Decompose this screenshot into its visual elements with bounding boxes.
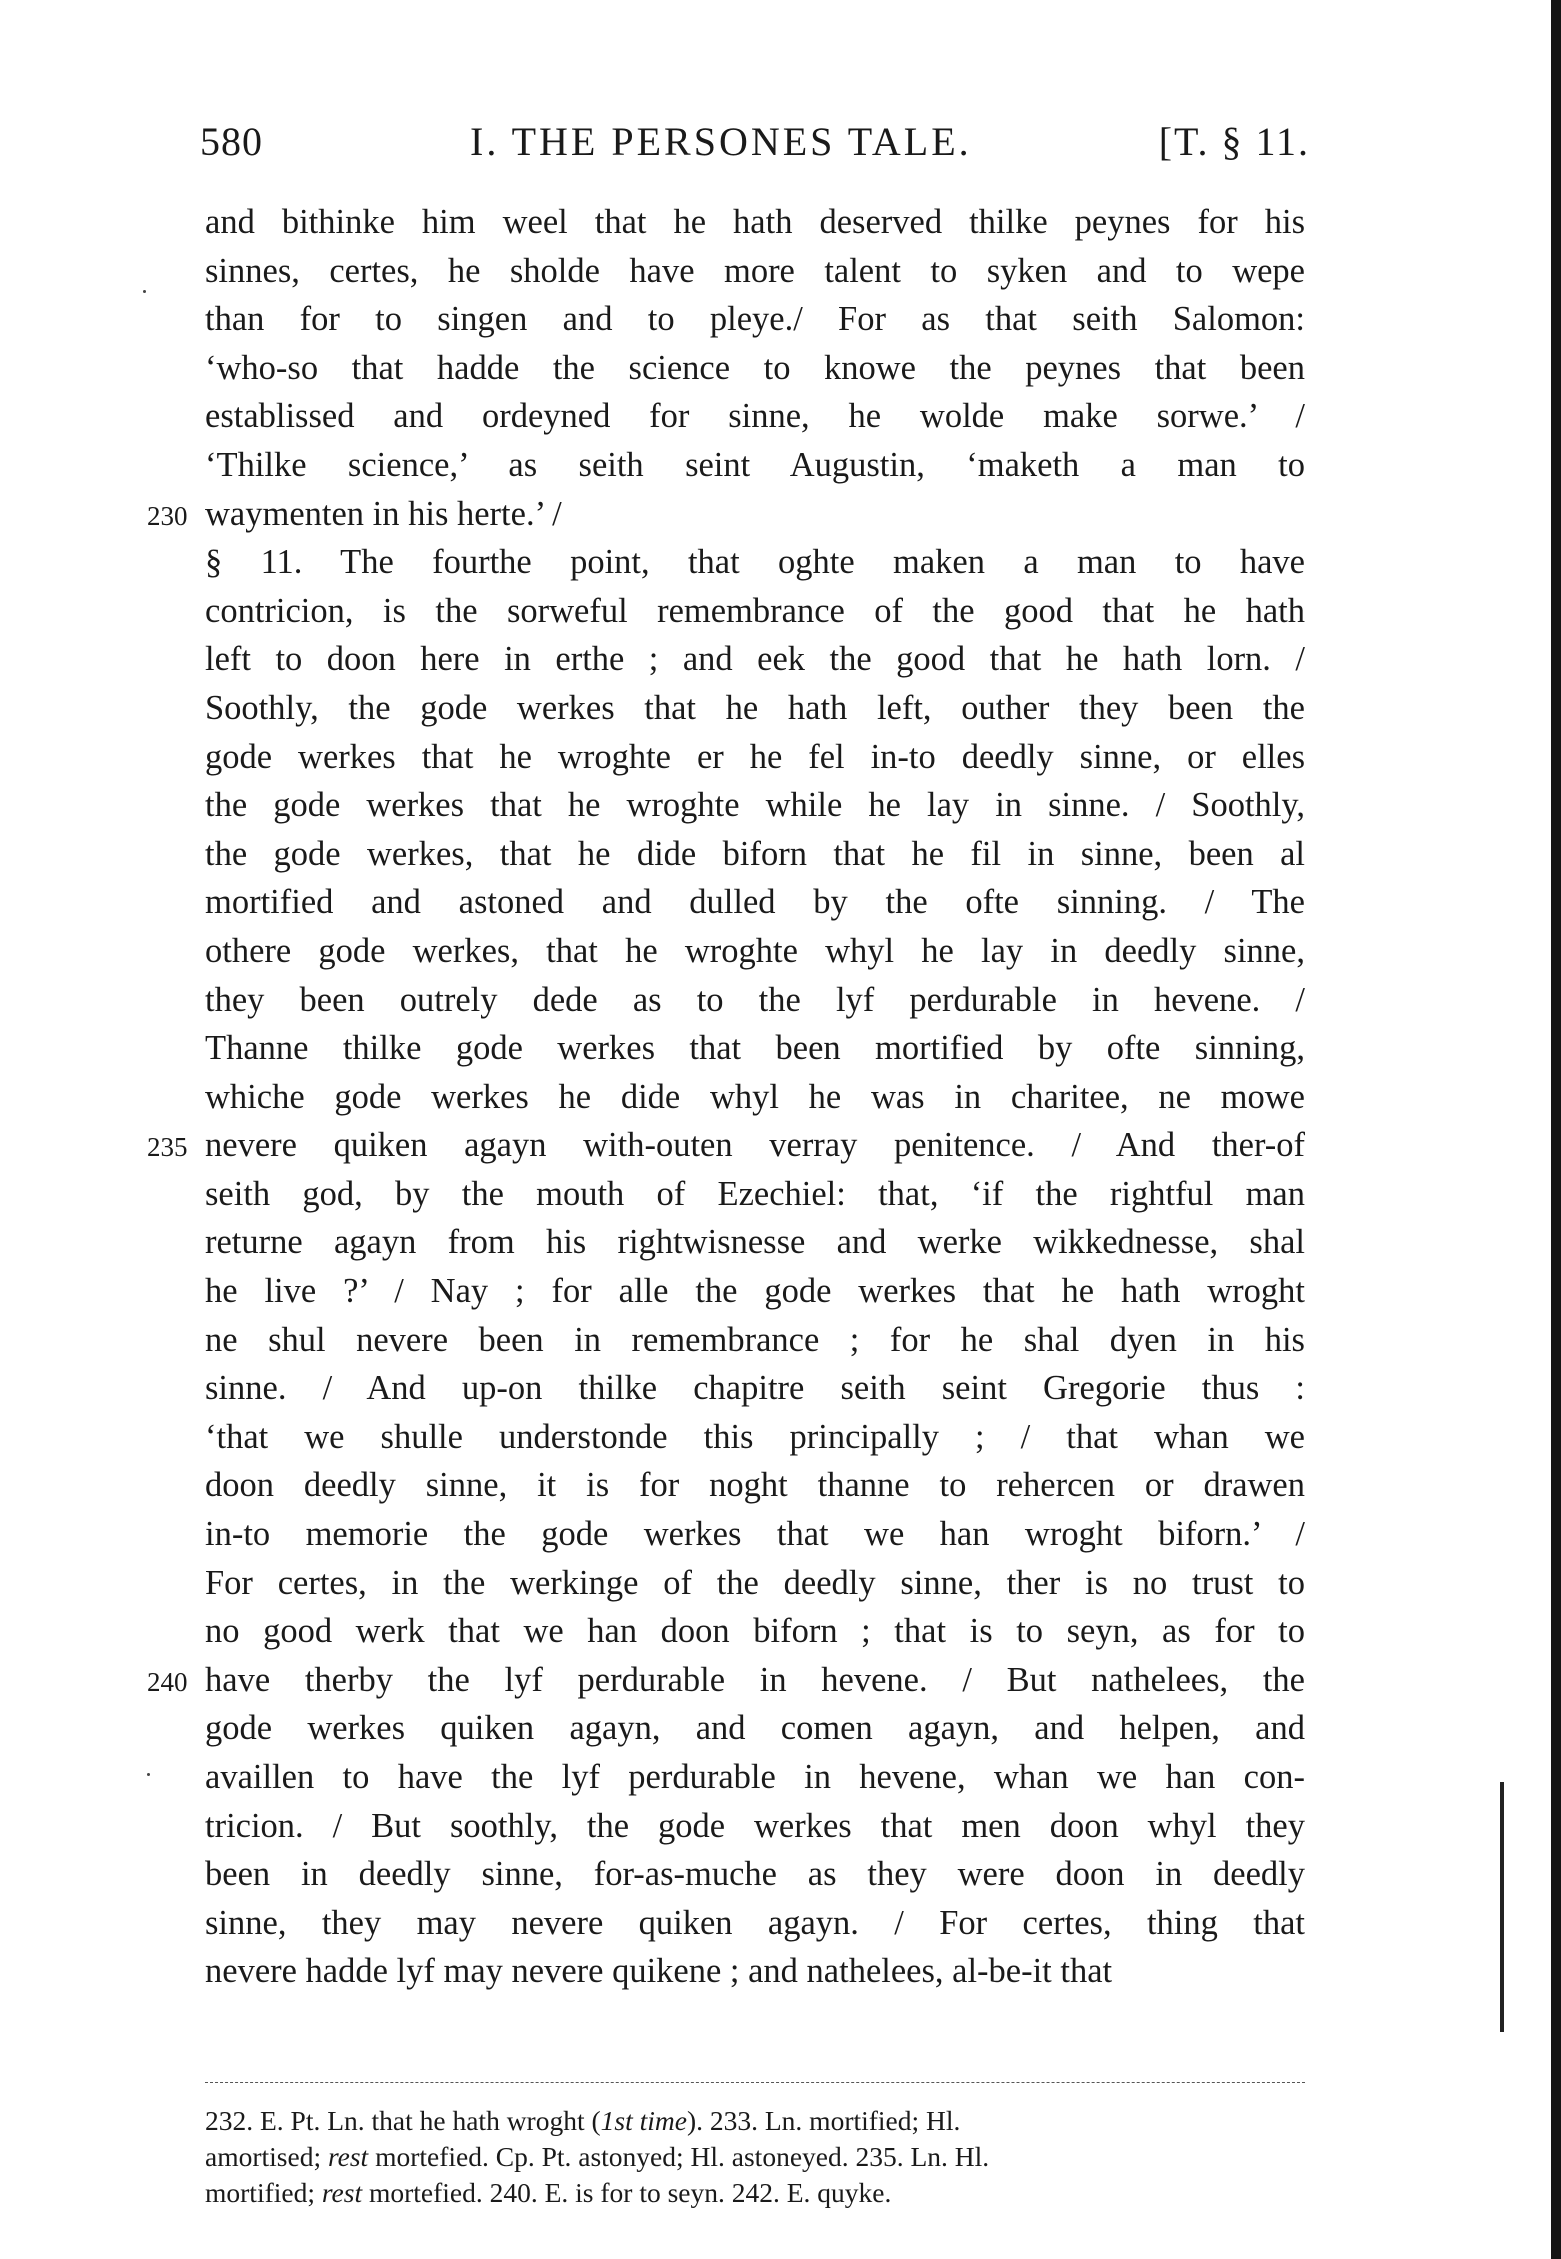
text-line: [205, 1267, 1305, 1316]
line-text: seith god, by the mouth of Ezechiel: that, ‘if the rightful man: [205, 1174, 1305, 1213]
text-line: [205, 1316, 1305, 1365]
line-text: Thanne thilke gode werkes that been mortified by ofte sinning,: [205, 1029, 1305, 1068]
line-text: ‘that we shulle understonde this principally ; / that whan we: [205, 1417, 1305, 1456]
text-line: [205, 1364, 1305, 1413]
text-line: [205, 295, 1305, 344]
footnote-line: 232. E. Pt. Ln. that he hath wroght (1st time). 233. Ln. mortified; Hl.: [205, 2105, 961, 2136]
main-text: [147, 198, 1305, 1996]
line-text: ne shul nevere been in remembrance ; for he shal dyen in his: [205, 1320, 1305, 1359]
text-line: [205, 976, 1305, 1025]
footnote-rule: [205, 2082, 1305, 2083]
line-text: he live ?’ / Nay ; for alle the gode werkes that he hath wroght: [205, 1272, 1305, 1311]
text-line: [205, 1753, 1305, 1802]
line-text: othere gode werkes, that he wroghte whyl he lay in deedly sinne,: [205, 931, 1305, 970]
text-line: [205, 538, 1305, 587]
line-text: gode werkes that he wroghte er he fel in-to deedly sinne, or elles: [205, 737, 1305, 776]
footnotes: [205, 2103, 1305, 2211]
text-line: [205, 878, 1305, 927]
text-line: [205, 927, 1305, 976]
line-number: 230: [147, 500, 188, 531]
text-line: [205, 1413, 1305, 1462]
line-text: whiche gode werkes he dide whyl he was in charitee, ne mowe: [205, 1077, 1305, 1116]
line-text: sinnes, certes, he sholde have more talent to syken and to wepe: [205, 251, 1305, 290]
text-line: [205, 1461, 1305, 1510]
line-text: Soothly, the gode werkes that he hath left, outher they been the: [205, 688, 1305, 727]
text-line: [205, 1947, 1305, 1996]
text-line: [205, 344, 1305, 393]
text-line: [205, 830, 1305, 879]
margin-speck: [147, 1773, 150, 1776]
running-header: [200, 118, 1310, 168]
line-text: they been outrely dede as to the lyf perdurable in hevene. /: [205, 980, 1305, 1019]
text-line: [205, 1170, 1305, 1219]
line-text: establissed and ordeyned for sinne, he wolde make sorwe.’ /: [205, 397, 1305, 436]
line-number: 240: [147, 1666, 188, 1697]
line-text: nevere hadde lyf may nevere quikene ; and nathelees, al-be-it that: [205, 1952, 1113, 1991]
line-text: have therby the lyf perdurable in hevene. / But nathelees, the: [205, 1660, 1305, 1699]
text-line: [205, 1899, 1305, 1948]
line-text: no good werk that we han doon biforn ; that is to seyn, as for to: [205, 1612, 1305, 1651]
text-line: [205, 247, 1305, 296]
text-line: [205, 1559, 1305, 1608]
line-text: gode werkes quiken agayn, and comen agayn, and helpen, and: [205, 1709, 1305, 1748]
text-line: [205, 441, 1305, 490]
line-text: § 11. The fourthe point, that oghte maken a man to have: [205, 543, 1305, 582]
text-line: [205, 1510, 1305, 1559]
section-reference: [T. § 11.: [1158, 119, 1310, 164]
line-text: contricion, is the sorweful remembrance of the good that he hath: [205, 591, 1305, 630]
line-text: ‘Thilke science,’ as seith seint Augustin, ‘maketh a man to: [205, 445, 1305, 484]
text-line: [147, 1121, 1305, 1170]
footnote-line: mortified; rest mortefied. 240. E. is for to seyn. 242. E. quyke.: [205, 2177, 892, 2208]
line-text: the gode werkes that he wroghte while he lay in sinne. / Soothly,: [205, 786, 1305, 825]
text-line: [147, 490, 1305, 539]
text-line: [205, 733, 1305, 782]
text-line: [205, 587, 1305, 636]
line-text: and bithinke him weel that he hath deserved thilke peynes for his: [205, 203, 1305, 241]
text-line: [205, 1802, 1305, 1851]
text-line: [205, 1218, 1305, 1267]
text-line: [205, 392, 1305, 441]
text-line: [205, 684, 1305, 733]
line-number: 235: [147, 1132, 188, 1163]
text-line: [205, 635, 1305, 684]
line-text: been in deedly sinne, for-as-muche as they were doon in deedly: [205, 1855, 1305, 1894]
footnote-line: amortised; rest mortefied. Cp. Pt. astonyed; Hl. astoneyed. 235. Ln. Hl.: [205, 2141, 990, 2172]
text-line: [205, 781, 1305, 830]
line-text: sinne. / And up-on thilke chapitre seith seint Gregorie thus :: [205, 1369, 1305, 1408]
text-line: [205, 1073, 1305, 1122]
text-line: [147, 1656, 1305, 1705]
line-text: left to doon here in erthe ; and eek the good that he hath lorn. /: [205, 640, 1305, 679]
line-text: ‘who-so that hadde the science to knowe the peynes that been: [205, 348, 1305, 387]
margin-mark: [1500, 1782, 1504, 2032]
text-line: [205, 1704, 1305, 1753]
line-text: sinne, they may nevere quiken agayn. / For certes, thing that: [205, 1903, 1305, 1942]
line-text: mortified and astoned and dulled by the ofte sinning. / The: [205, 883, 1305, 922]
text-line: [205, 1607, 1305, 1656]
page-edge-shadow: [1551, 0, 1561, 2259]
margin-speck: [143, 290, 146, 293]
line-text: nevere quiken agayn with-outen verray penitence. / And ther-of: [205, 1126, 1305, 1165]
line-text: For certes, in the werkinge of the deedly sinne, ther is no trust to: [205, 1563, 1305, 1602]
line-text: the gode werkes, that he dide biforn that he fil in sinne, been al: [205, 834, 1305, 873]
line-text: returne agayn from his rightwisnesse and werke wikkednesse, shal: [205, 1223, 1305, 1262]
running-title: I. THE PERSONES TALE.: [470, 119, 972, 164]
text-line: [205, 1024, 1305, 1073]
text-line: [205, 1850, 1305, 1899]
text-line: [205, 198, 1305, 247]
page-number: 580: [200, 119, 263, 164]
line-text: doon deedly sinne, it is for noght thanne to rehercen or drawen: [205, 1466, 1305, 1505]
line-text: than for to singen and to pleye./ For as that seith Salomon:: [205, 300, 1305, 339]
line-text: availlen to have the lyf perdurable in hevene, whan we han con-: [205, 1758, 1305, 1796]
line-text: waymenten in his herte.’ /: [205, 494, 562, 533]
line-text: tricion. / But soothly, the gode werkes that men doon whyl they: [205, 1806, 1305, 1845]
line-text: in-to memorie the gode werkes that we han wroght biforn.’ /: [205, 1515, 1305, 1554]
